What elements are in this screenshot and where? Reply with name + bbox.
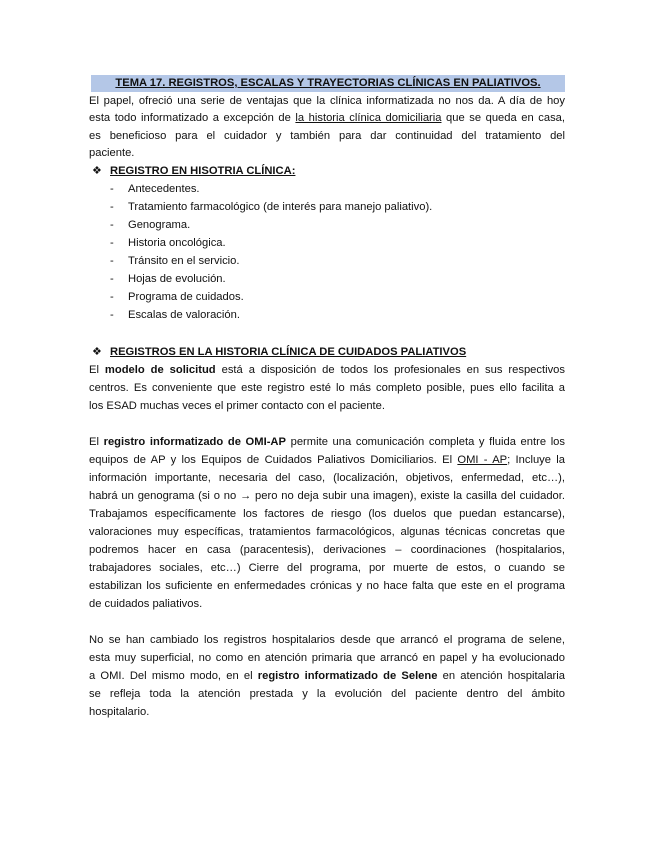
list-item: Escalas de valoración. — [128, 309, 240, 321]
p3-text: a OMI. Del mismo modo, en el — [89, 670, 258, 682]
dash-bullet: - — [110, 201, 114, 213]
p2-line-3: información importante, necesaria del caso, (localización, objetivos, enfermedad, etc…), — [89, 472, 565, 484]
intro-line-1: El papel, ofreció una serie de ventajas que la clínica informatizada no nos da. A día de hoy — [89, 95, 565, 107]
p1-text: está a disposición de todos los profesionales en sus respectivos — [215, 364, 565, 376]
p2-line-6: valoraciones muy específicas, tratamientos farmacológicos, algunas técnicas concretas que — [89, 526, 565, 538]
p2-text: ; Incluye la — [507, 454, 565, 466]
p1-bold-term: modelo de solicitud — [104, 364, 216, 376]
p2-line-7: podremos hacer en casa (paracentesis), derivaciones – coordinaciones (hospitalarios, — [89, 544, 565, 556]
p3-bold-term: registro informatizado de Selene — [257, 670, 438, 682]
dash-bullet: - — [110, 291, 114, 303]
p2-text: El — [89, 436, 104, 448]
p2-bold-term: registro informatizado de OMI-AP — [103, 436, 286, 448]
p3-line-2: esta muy superficial, no como en atención primaria que arrancó en papel y ha evolucionado — [89, 652, 565, 664]
p2-underlined-term: OMI - AP — [457, 454, 508, 466]
p2-line-9: estabilizan los suficiente en enfermedades crónicas y no hace falta que este en el programa — [89, 580, 565, 592]
p3-line-5: hospitalario. — [89, 706, 150, 718]
dash-bullet: - — [110, 273, 114, 285]
intro-text: que se queda en casa, — [441, 112, 565, 124]
p3-line-4: se refleja toda la atención prestada y la evolución del paciente dentro del ámbito — [89, 688, 565, 700]
dash-bullet: - — [110, 219, 114, 231]
section-heading-registro: REGISTRO EN HISOTRIA CLÍNICA: — [110, 165, 296, 177]
list-item: Hojas de evolución. — [128, 273, 226, 285]
section-heading-cuidados-paliativos: REGISTROS EN LA HISTORIA CLÍNICA DE CUIDADOS PALIATIVOS — [110, 346, 467, 358]
p2-text: permite una comunicación completa y fluida entre los — [285, 436, 565, 448]
p2-text: equipos de AP y los Equipos de Cuidados Paliativos Domiciliarios. El — [89, 454, 458, 466]
p1-line-2: centros. Es conveniente que este registro esté lo más completo posible, pues ello facilita a — [89, 382, 565, 394]
p1-line-3: los ESAD muchas veces el primer contacto con el paciente. — [89, 400, 385, 412]
intro-text: esta todo informatizado a excepción de — [89, 112, 296, 124]
p2-line-10: de cuidados paliativos. — [89, 598, 203, 610]
p2-line-1 — [89, 434, 565, 451]
list-item: Programa de cuidados. — [128, 291, 244, 303]
p3-line-1: No se han cambiado los registros hospitalarios desde que arrancó el programa de selene, — [89, 634, 565, 646]
dash-bullet: - — [110, 255, 114, 267]
list-item: Genograma. — [128, 219, 191, 231]
page-title: TEMA 17. REGISTROS, ESCALAS Y TRAYECTORIAS CLÍNICAS EN PALIATIVOS. — [115, 77, 541, 89]
p2-line-8: trabajadores sociales, etc…) Cierre del programa, por muerte de estos, o cuando se — [89, 562, 565, 574]
dash-bullet: - — [110, 183, 114, 195]
list-item: Tratamiento farmacológico (de interés para manejo paliativo). — [128, 201, 433, 213]
list-item: Antecedentes. — [128, 183, 200, 195]
intro-underlined-term: la historia clínica domiciliaria — [295, 112, 442, 124]
p3-line-3 — [89, 668, 565, 685]
diamond-bullet-icon: ❖ — [92, 165, 102, 177]
intro-line-4: paciente. — [89, 147, 135, 159]
list-item: Historia oncológica. — [128, 237, 226, 249]
p2-line-4: habrá un genograma (si o no → pero no deja subir una imagen), existe la casilla del cuidador. — [89, 490, 565, 502]
p1-text: El — [89, 364, 105, 376]
p1-line-1 — [89, 362, 565, 379]
diamond-bullet-icon: ❖ — [92, 346, 102, 358]
dash-bullet: - — [110, 309, 114, 321]
intro-line-2 — [89, 110, 565, 127]
dash-bullet: - — [110, 237, 114, 249]
list-item: Tránsito en el servicio. — [128, 255, 240, 267]
p2-line-5: Trabajamos específicamente los factores de riesgo (los duelos que puedan estancarse), — [89, 508, 565, 520]
p2-line-2 — [89, 452, 565, 469]
intro-line-3: es beneficioso para el cuidador y también para dar continuidad del tratamiento del — [89, 130, 565, 142]
p3-text: en atención hospitalaria — [437, 670, 565, 682]
